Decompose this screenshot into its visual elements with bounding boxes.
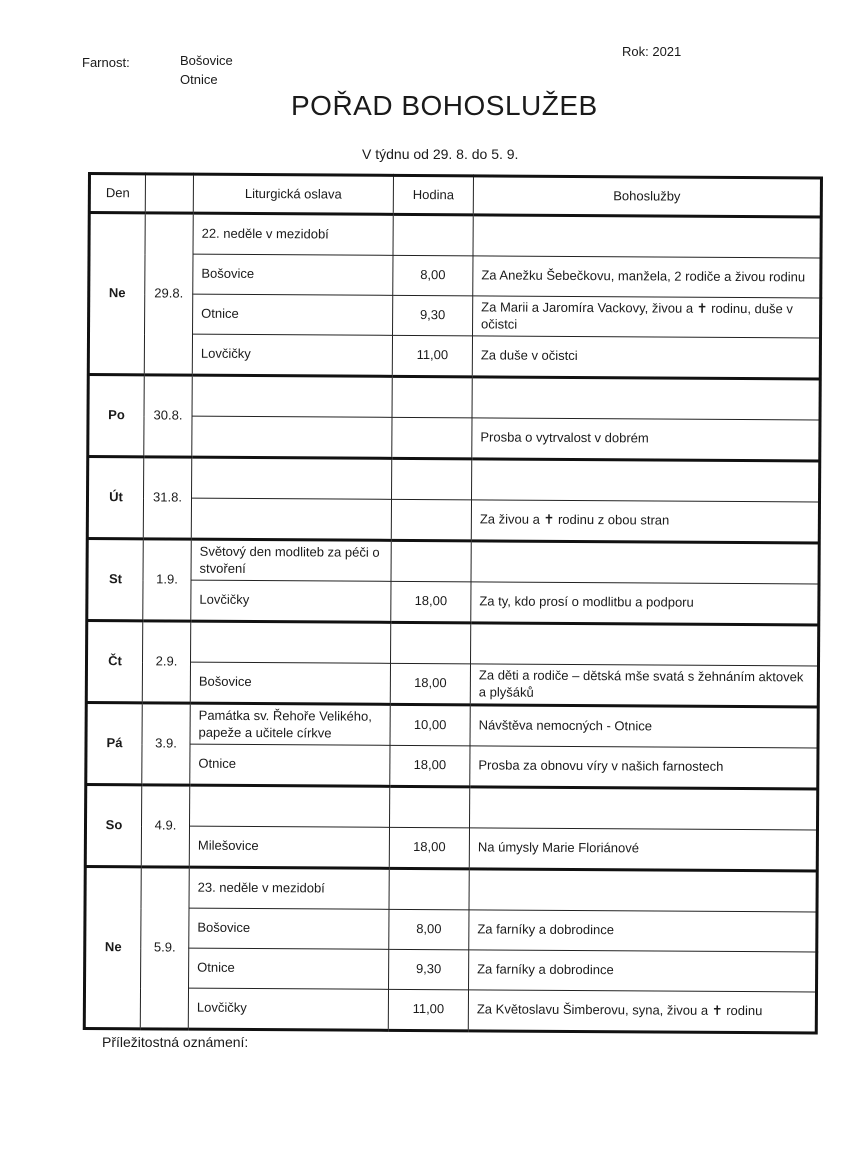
- table-row: [87, 621, 819, 666]
- service-cell: [472, 459, 820, 502]
- table-row: [89, 294, 821, 338]
- service-cell: Návštěva nemocných - Otnice: [470, 705, 818, 748]
- table-row: [88, 375, 820, 420]
- table-header-row: [89, 174, 821, 217]
- hour-cell: 18,00: [390, 663, 470, 704]
- celebration-cell: Lovčičky: [188, 988, 388, 1030]
- hour-cell: [393, 214, 473, 255]
- service-cell: Za živou a ✝ rodinu z obou stran: [471, 500, 819, 543]
- date-cell: 3.9.: [142, 703, 191, 785]
- service-cell: Za ty, kdo prosí o modlitbu a podporu: [471, 582, 819, 625]
- date-cell: 1.9.: [143, 539, 192, 621]
- table-row: [87, 539, 819, 584]
- celebration-cell: Lovčičky: [192, 334, 392, 376]
- celebration-cell: Bošovice: [189, 908, 389, 949]
- parish-name-2: Otnice: [180, 72, 218, 87]
- hour-cell: 10,00: [390, 704, 470, 745]
- date-cell: 31.8.: [143, 457, 192, 539]
- celebration-cell: Památka sv. Řehoře Velikého, papeže a učitele církve: [190, 703, 390, 745]
- date-cell: 4.9.: [141, 785, 190, 867]
- service-cell: [469, 869, 817, 912]
- table-row: [85, 825, 817, 870]
- celebration-cell: [192, 375, 392, 417]
- schedule-body: [84, 213, 821, 1033]
- date-cell: 2.9.: [142, 621, 191, 703]
- table-row: [88, 457, 820, 502]
- table-row: [87, 498, 819, 543]
- celebration-cell: [191, 621, 391, 663]
- day-cell: Pá: [86, 702, 142, 784]
- table-row: [86, 743, 818, 788]
- date-cell: 29.8.: [144, 213, 193, 375]
- hour-cell: [391, 622, 471, 663]
- col-header-services: Bohoslužby: [473, 176, 821, 217]
- day-cell: Po: [88, 375, 144, 457]
- celebration-cell: Otnice: [190, 744, 390, 786]
- service-cell: [471, 623, 819, 666]
- celebration-cell: [191, 498, 391, 540]
- col-header-hour: Hodina: [393, 175, 473, 214]
- table-row: [86, 702, 818, 747]
- day-cell: So: [85, 784, 141, 866]
- table-row: [85, 947, 817, 991]
- hour-cell: [392, 376, 472, 417]
- celebration-cell: Otnice: [189, 948, 389, 989]
- table-row: [89, 213, 821, 258]
- hour-cell: [391, 499, 471, 540]
- hour-cell: 9,30: [393, 295, 473, 335]
- service-cell: [471, 541, 819, 584]
- year-label: Rok: 2021: [622, 44, 682, 59]
- service-cell: Za Květoslavu Šimberovu, syna, živou a ✝ rodinu: [468, 990, 816, 1033]
- day-cell: Út: [87, 457, 143, 539]
- celebration-cell: Lovčičky: [191, 580, 391, 622]
- service-cell: Za Anežku Šebečkovu, manžela, 2 rodiče a živou rodinu: [473, 256, 821, 298]
- table-row: [85, 907, 817, 951]
- table-row: [87, 580, 819, 625]
- service-cell: Prosba za obnovu víry v našich farnostech: [470, 746, 818, 789]
- celebration-cell: 23. neděle v mezidobí: [189, 867, 389, 909]
- celebration-cell: Světový den modliteb za péči o stvoření: [191, 539, 391, 581]
- hour-cell: [392, 458, 472, 499]
- schedule-table: [83, 172, 823, 1034]
- celebration-cell: [192, 457, 392, 499]
- hour-cell: 11,00: [392, 335, 472, 376]
- service-cell: Na úmysly Marie Floriánové: [469, 828, 817, 871]
- week-range: V týdnu od 29. 8. do 5. 9.: [362, 146, 519, 162]
- service-cell: Za Marii a Jaromíra Vackovy, živou a ✝ rodinu, duše v očistci: [473, 296, 821, 338]
- table-row: [89, 254, 821, 298]
- service-cell: Za farníky a dobrodince: [469, 950, 817, 992]
- service-cell: Za duše v očistci: [472, 336, 820, 379]
- day-cell: Ne: [84, 866, 141, 1028]
- celebration-cell: [190, 785, 390, 827]
- page-title: POŘAD BOHOSLUŽEB: [291, 90, 598, 121]
- table-row: [86, 784, 818, 829]
- day-cell: Ne: [88, 213, 145, 375]
- table-row: [86, 662, 818, 707]
- hour-cell: 9,30: [389, 949, 469, 989]
- celebration-cell: Bošovice: [190, 662, 390, 704]
- hour-cell: [390, 786, 470, 827]
- date-cell: 30.8.: [144, 375, 193, 457]
- hour-cell: 11,00: [388, 989, 468, 1030]
- celebration-cell: Milešovice: [189, 826, 389, 868]
- table-row: [84, 987, 816, 1032]
- parish-label: Farnost:: [82, 55, 130, 70]
- col-header-day: Den: [89, 174, 145, 213]
- col-header-celebration: Liturgická oslava: [193, 174, 393, 214]
- celebration-cell: 22. neděle v mezidobí: [193, 213, 393, 255]
- hour-cell: [391, 540, 471, 581]
- service-cell: [470, 787, 818, 830]
- celebration-cell: Otnice: [193, 294, 393, 335]
- announcements-label: Příležitostná oznámení:: [102, 1034, 249, 1050]
- day-cell: Čt: [86, 621, 142, 703]
- service-cell: Za farníky a dobrodince: [469, 910, 817, 952]
- parish-name-1: Bošovice: [180, 53, 233, 68]
- col-header-date: [145, 174, 193, 213]
- date-cell: 5.9.: [140, 867, 189, 1029]
- service-cell: Prosba o vytrvalost v dobrém: [472, 418, 820, 461]
- table-row: [85, 866, 817, 911]
- day-cell: St: [87, 539, 143, 621]
- hour-cell: 18,00: [391, 581, 471, 622]
- hour-cell: 18,00: [389, 827, 469, 868]
- celebration-cell: [192, 416, 392, 458]
- celebration-cell: Bošovice: [193, 254, 393, 295]
- hour-cell: 8,00: [389, 909, 469, 949]
- table-row: [88, 334, 820, 379]
- service-cell: [472, 377, 820, 420]
- hour-cell: [389, 868, 469, 909]
- table-row: [88, 416, 820, 461]
- hour-cell: 18,00: [390, 745, 470, 786]
- hour-cell: 8,00: [393, 255, 473, 295]
- service-cell: Za děti a rodiče – dětská mše svatá s žehnáním aktovek a plyšáků: [470, 664, 818, 707]
- service-cell: [473, 215, 821, 258]
- hour-cell: [392, 417, 472, 458]
